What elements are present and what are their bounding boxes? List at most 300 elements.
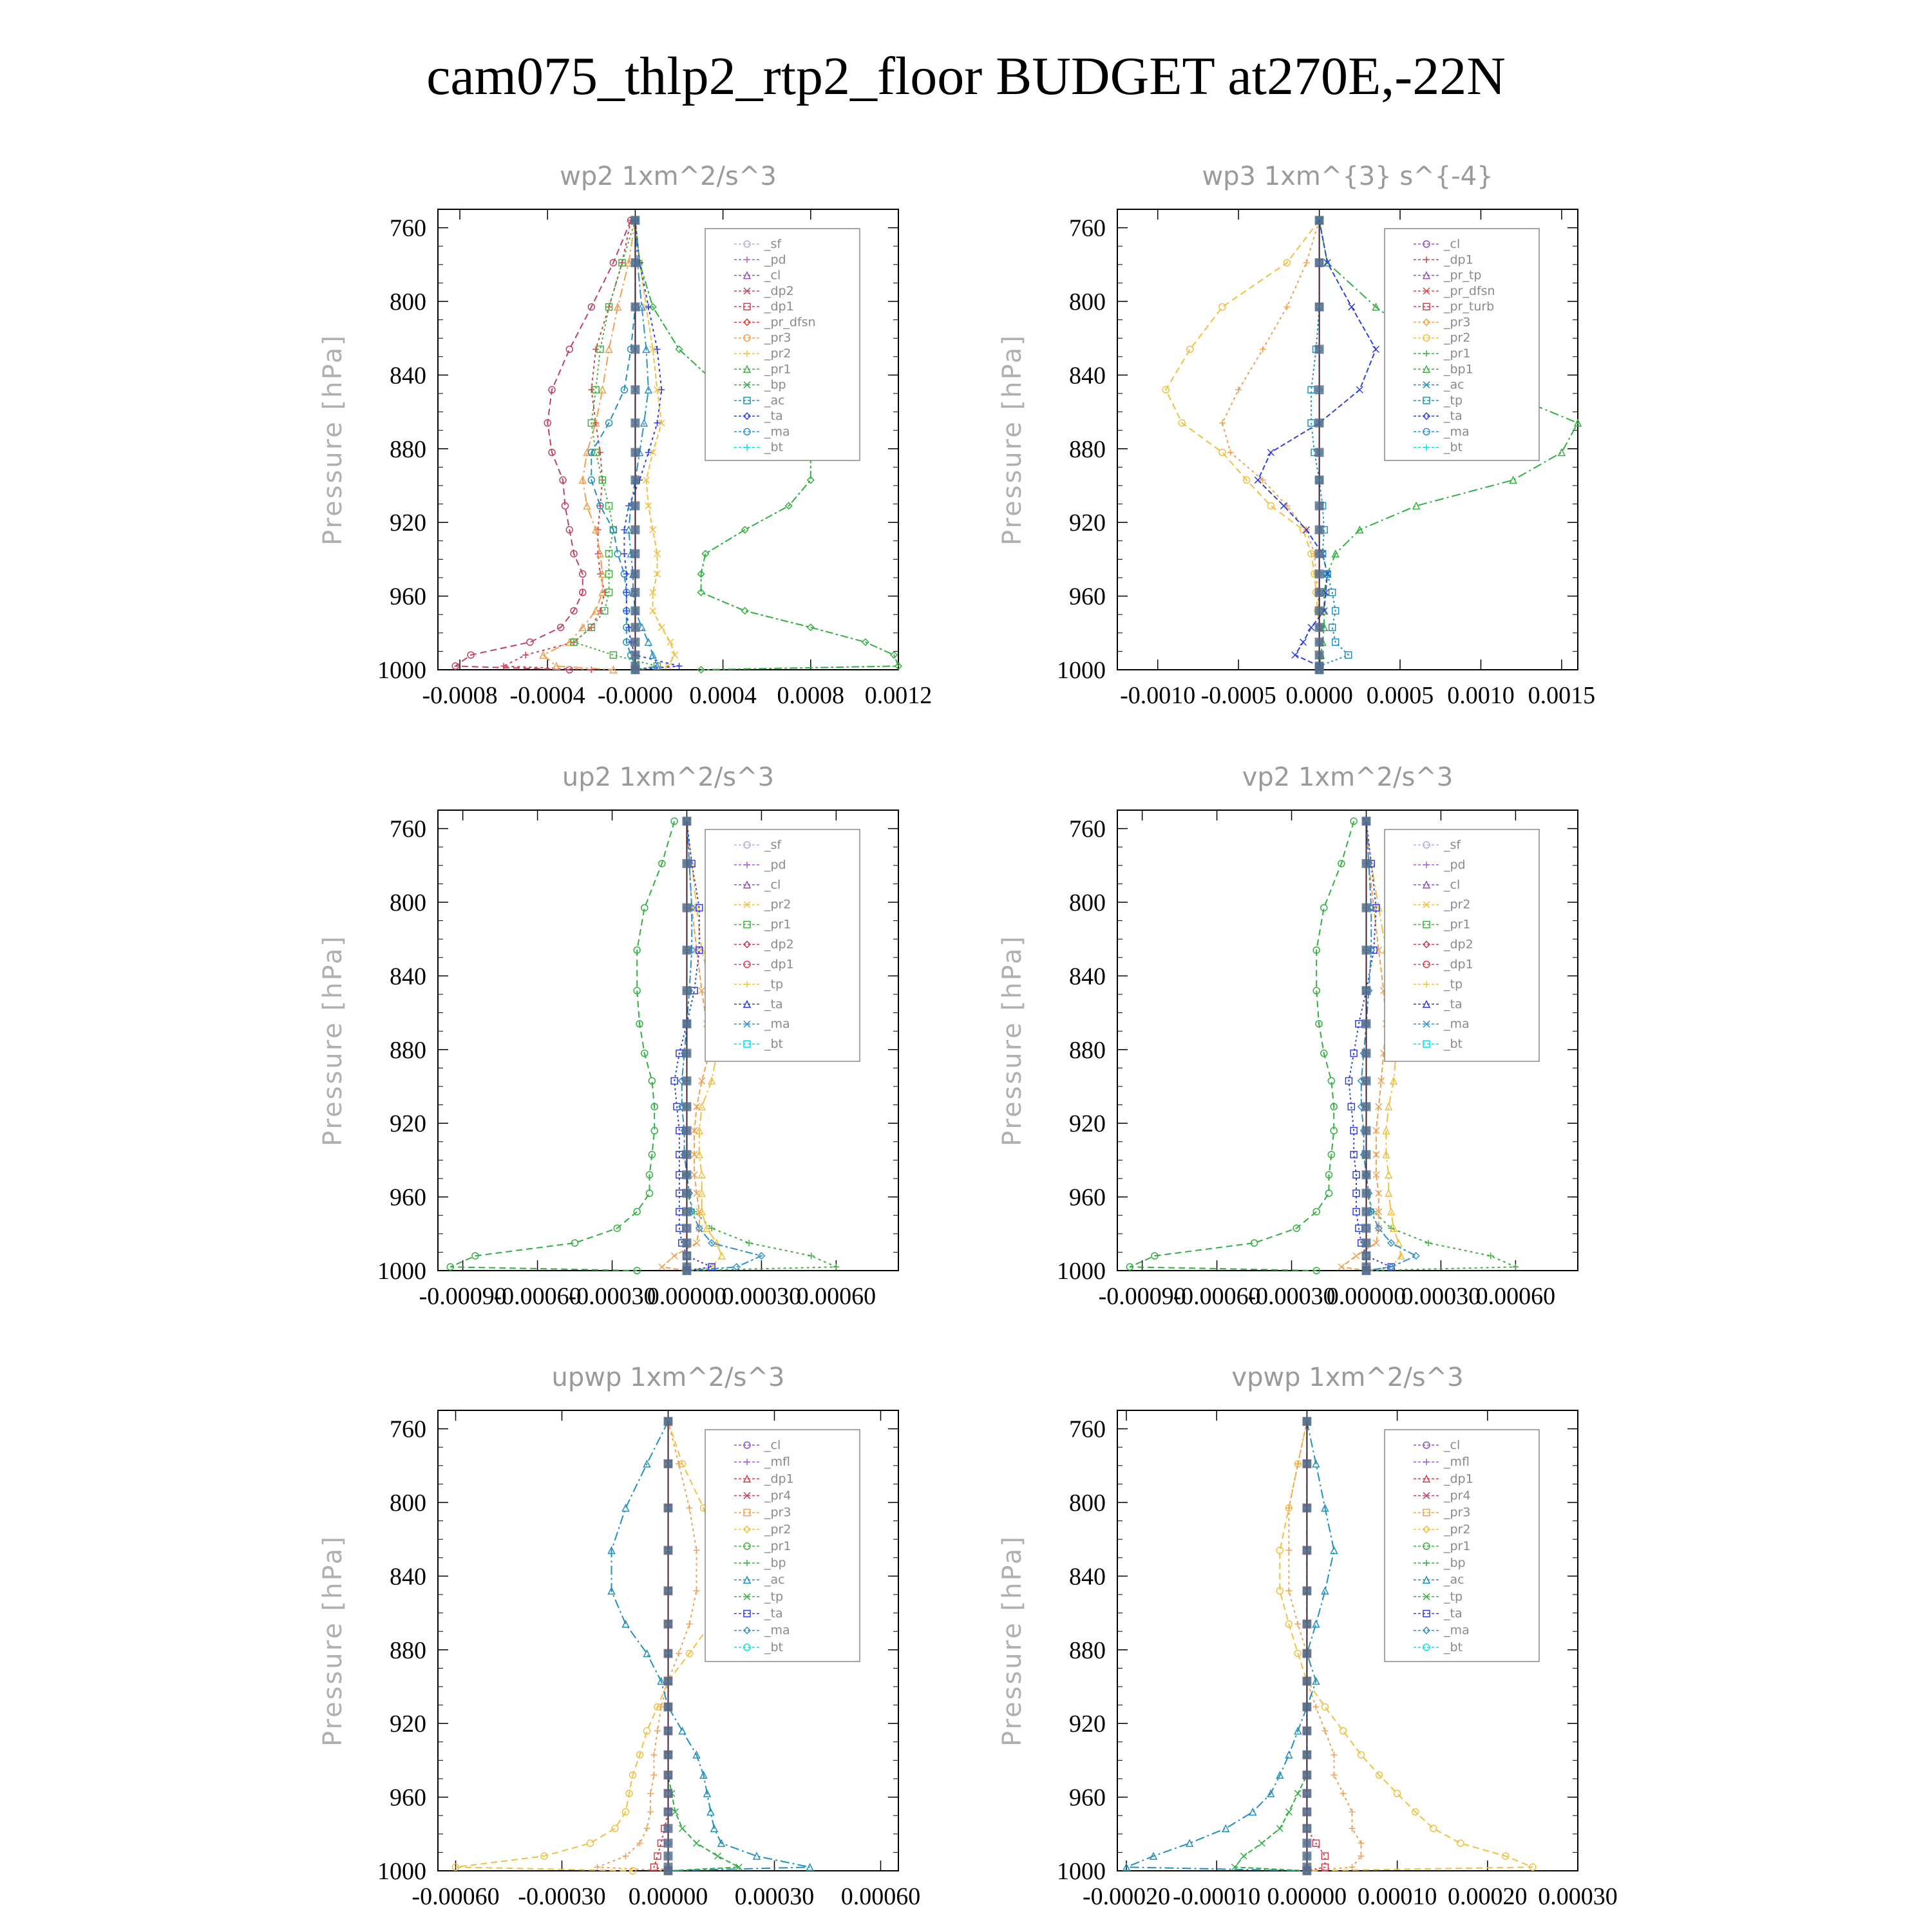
x-tick-label: -0.0010 xyxy=(1120,682,1196,709)
data-point xyxy=(597,450,603,456)
data-point xyxy=(1227,450,1234,456)
zero-term-marker xyxy=(1302,1586,1311,1595)
x-tick-label: 0.0008 xyxy=(777,682,845,709)
series-line xyxy=(635,220,674,670)
data-point xyxy=(1358,1840,1365,1846)
data-point xyxy=(647,1790,654,1797)
legend-entry: _pd xyxy=(764,252,786,267)
data-point xyxy=(1488,1253,1494,1259)
zero-term-marker xyxy=(664,1702,673,1711)
data-point xyxy=(1349,1808,1356,1815)
legend-entry: _pr3 xyxy=(764,1505,791,1520)
x-tick-label: -0.0000 xyxy=(597,682,674,709)
legend-entry: _ta xyxy=(1444,997,1463,1012)
zero-term-marker xyxy=(1302,1789,1311,1798)
legend-entry: _bt xyxy=(764,1640,784,1654)
y-tick-label: 840 xyxy=(1069,362,1106,390)
data-point xyxy=(1321,1703,1328,1710)
data-point xyxy=(676,1651,682,1657)
data-point xyxy=(647,1808,654,1815)
y-tick-label: 880 xyxy=(1069,1036,1106,1064)
zero-term-marker xyxy=(1315,501,1324,510)
zero-term-marker xyxy=(630,345,639,354)
x-tick-label: -0.00020 xyxy=(1082,1883,1171,1910)
series-line xyxy=(504,220,631,670)
zero-term-marker xyxy=(1361,1238,1370,1247)
zero-term-marker xyxy=(630,419,639,428)
legend-entry: _cl xyxy=(1444,877,1461,892)
x-tick-label: -0.00090 xyxy=(419,1283,507,1310)
x-tick-label: -0.00060 xyxy=(1173,1283,1261,1310)
zero-term-marker xyxy=(1315,638,1324,647)
data-point xyxy=(606,346,612,352)
series-line xyxy=(456,1421,722,1871)
y-tick-label: 840 xyxy=(390,362,426,390)
y-tick-label: 840 xyxy=(390,1563,426,1591)
panel-3 xyxy=(318,762,898,1310)
y-tick-label: 920 xyxy=(390,509,426,537)
series-line xyxy=(1126,1421,1334,1871)
legend-entry: _tp xyxy=(764,977,784,992)
zero-term-marker xyxy=(630,526,639,535)
zero-term-marker xyxy=(682,1207,691,1216)
x-tick-label: 0.00060 xyxy=(840,1883,921,1910)
legend-entry: _pd xyxy=(764,857,786,872)
data-point xyxy=(687,1621,693,1627)
y-tick-label: 1000 xyxy=(1057,1258,1106,1285)
y-axis-label: Pressure [hPa] xyxy=(998,934,1027,1146)
zero-term-marker xyxy=(682,1076,691,1085)
legend-entry: _tp xyxy=(1444,393,1463,408)
data-point xyxy=(1285,1587,1292,1594)
data-point xyxy=(746,1240,752,1246)
data-point xyxy=(654,1728,661,1734)
data-point xyxy=(1329,624,1336,630)
data-point xyxy=(1285,1752,1292,1758)
data-point xyxy=(610,652,616,658)
zero-term-marker xyxy=(1302,1727,1311,1736)
data-point xyxy=(1558,450,1565,456)
legend-entry: _dp1 xyxy=(764,299,794,314)
data-point xyxy=(1267,450,1274,456)
zero-term-marker xyxy=(630,650,639,659)
legend-entry: _pr4 xyxy=(1444,1488,1471,1503)
zero-term-marker xyxy=(1302,1866,1311,1875)
zero-term-marker xyxy=(664,1852,673,1861)
zero-term-marker xyxy=(664,1824,673,1833)
data-point xyxy=(671,1253,677,1259)
zero-term-marker xyxy=(1302,1852,1311,1861)
legend-entry: _ta xyxy=(764,997,783,1012)
legend-entry: _pr1 xyxy=(764,1539,791,1553)
series-line xyxy=(455,220,630,670)
zero-term-marker xyxy=(1361,986,1370,995)
legend-entry: _bt xyxy=(1444,440,1463,455)
x-tick-label: -0.00030 xyxy=(518,1883,606,1910)
figure-title: cam075_thlp2_rtp2_floor BUDGET at270E,-22N xyxy=(426,46,1506,106)
zero-term-marker xyxy=(1361,1076,1370,1085)
data-point xyxy=(659,1264,665,1270)
data-point xyxy=(1219,420,1226,426)
data-point xyxy=(679,1825,686,1832)
zero-term-marker xyxy=(1315,385,1324,394)
data-point xyxy=(1219,304,1226,310)
x-tick-label: 0.00060 xyxy=(796,1283,876,1310)
zero-term-marker xyxy=(664,1676,673,1685)
zero-term-marker xyxy=(1315,606,1324,615)
y-tick-label: 960 xyxy=(390,1784,426,1812)
legend-entry: _pr1 xyxy=(1444,346,1471,361)
y-tick-label: 760 xyxy=(390,214,426,242)
legend-entry: _dp2 xyxy=(764,937,794,952)
legend-entry: _ta xyxy=(764,1606,783,1621)
zero-term-marker xyxy=(682,945,691,954)
zero-term-marker xyxy=(630,665,639,674)
x-tick-label: 0.00030 xyxy=(1538,1883,1618,1910)
legend-entry: _tp xyxy=(1444,1589,1463,1604)
data-point xyxy=(651,1752,658,1758)
legend-entry: _ac xyxy=(764,1573,785,1587)
legend-entry: _pr2 xyxy=(764,897,791,912)
data-point xyxy=(1235,386,1242,393)
data-point xyxy=(658,624,665,630)
data-point xyxy=(1331,1752,1337,1758)
data-point xyxy=(1321,1728,1328,1734)
legend-entry: _tp xyxy=(1444,977,1463,992)
data-point xyxy=(694,1587,700,1594)
data-point xyxy=(1349,1825,1356,1832)
zero-term-marker xyxy=(1302,1504,1311,1513)
y-tick-label: 840 xyxy=(1069,1563,1106,1591)
panel-title: vpwp 1xm^2/s^3 xyxy=(1231,1363,1464,1392)
legend-entry: _pr2 xyxy=(1444,897,1471,912)
data-point xyxy=(719,1253,725,1259)
legend-entry: _bt xyxy=(1444,1640,1463,1654)
zero-term-marker xyxy=(1361,945,1370,954)
zero-term-marker xyxy=(664,1839,673,1848)
y-tick-label: 1000 xyxy=(1057,1858,1106,1885)
zero-term-marker xyxy=(682,1170,691,1179)
zero-term-marker xyxy=(1302,1824,1311,1833)
data-point xyxy=(1294,1790,1301,1797)
zero-term-marker xyxy=(1361,904,1370,913)
zero-term-marker xyxy=(1315,345,1324,354)
data-point xyxy=(1260,346,1266,352)
y-tick-label: 880 xyxy=(1069,1636,1106,1664)
y-axis-label: Pressure [hPa] xyxy=(318,1535,348,1747)
zero-term-marker xyxy=(1315,623,1324,632)
x-tick-label: 0.00030 xyxy=(721,1283,802,1310)
zero-term-marker xyxy=(1361,1150,1370,1159)
zero-term-marker xyxy=(664,1770,673,1779)
data-point xyxy=(1249,1808,1256,1815)
zero-term-marker xyxy=(664,1504,673,1513)
zero-term-marker xyxy=(630,588,639,597)
y-tick-label: 760 xyxy=(390,1416,426,1443)
panel-4 xyxy=(998,762,1578,1310)
zero-term-marker xyxy=(1302,1620,1311,1629)
legend-entry: _dp1 xyxy=(1444,957,1473,972)
zero-term-marker xyxy=(630,606,639,615)
data-point xyxy=(715,1853,721,1859)
legend-entry: _pr3 xyxy=(1444,1505,1471,1520)
data-point xyxy=(1240,1853,1247,1859)
data-point xyxy=(1425,1240,1432,1246)
zero-term-marker xyxy=(1361,1224,1370,1233)
data-point xyxy=(1413,1253,1419,1259)
zero-term-marker xyxy=(1315,258,1324,267)
x-tick-label: 0.0005 xyxy=(1366,682,1434,709)
data-point xyxy=(619,260,625,266)
data-point xyxy=(641,420,647,426)
data-point xyxy=(1326,1190,1332,1197)
zero-term-marker xyxy=(1315,419,1324,428)
zero-term-marker xyxy=(1315,216,1324,225)
x-tick-label: -0.00090 xyxy=(1098,1283,1186,1310)
zero-term-marker xyxy=(1361,1049,1370,1058)
y-tick-label: 960 xyxy=(390,1184,426,1211)
zero-term-marker xyxy=(1361,1189,1370,1198)
series-line xyxy=(543,220,635,670)
data-point xyxy=(1340,1790,1346,1797)
data-point xyxy=(694,1840,700,1846)
zero-term-marker xyxy=(1315,526,1324,535)
x-tick-label: 0.0015 xyxy=(1528,682,1596,709)
data-point xyxy=(1267,502,1274,509)
zero-term-marker xyxy=(682,1238,691,1247)
y-tick-label: 920 xyxy=(1069,509,1106,537)
data-point xyxy=(1340,1728,1346,1734)
x-tick-label: 0.0010 xyxy=(1447,682,1515,709)
x-tick-label: 0.0000 xyxy=(1285,682,1353,709)
data-point xyxy=(1385,1171,1392,1178)
panel-1 xyxy=(318,162,932,709)
y-tick-label: 800 xyxy=(390,1490,426,1517)
x-tick-label: -0.0004 xyxy=(509,682,585,709)
series-line xyxy=(1289,1421,1361,1871)
zero-term-marker xyxy=(630,385,639,394)
y-tick-label: 760 xyxy=(1069,1416,1106,1443)
y-tick-label: 920 xyxy=(390,1110,426,1138)
y-tick-label: 800 xyxy=(1069,1490,1106,1517)
series-line xyxy=(574,220,657,670)
x-tick-label: 0.00000 xyxy=(647,1283,727,1310)
y-tick-label: 760 xyxy=(390,815,426,843)
zero-term-marker xyxy=(664,1727,673,1736)
data-point xyxy=(808,1253,815,1259)
data-point xyxy=(672,652,678,658)
zero-term-marker xyxy=(630,303,639,312)
y-tick-label: 1000 xyxy=(377,1858,426,1885)
zero-term-marker xyxy=(1361,1266,1370,1275)
legend-entry: _ma xyxy=(764,1623,790,1638)
y-axis-label: Pressure [hPa] xyxy=(998,334,1027,545)
x-tick-label: -0.0008 xyxy=(422,682,498,709)
zero-term-marker xyxy=(664,1620,673,1629)
legend-entry: _ma xyxy=(1444,1623,1470,1638)
data-point xyxy=(694,1240,700,1246)
y-tick-label: 760 xyxy=(1069,214,1106,242)
data-point xyxy=(1219,450,1226,456)
zero-term-marker xyxy=(1361,1251,1370,1260)
zero-term-marker xyxy=(1302,1676,1311,1685)
data-point xyxy=(694,1547,700,1553)
legend-entry: _pr2 xyxy=(764,346,791,361)
data-point xyxy=(1358,1752,1365,1758)
legend-entry: _bp xyxy=(764,377,786,392)
zero-term-marker xyxy=(630,475,639,484)
panel-title: upwp 1xm^2/s^3 xyxy=(551,1363,785,1392)
data-point xyxy=(650,607,656,614)
x-tick-label: -0.00030 xyxy=(568,1283,656,1310)
series-line xyxy=(450,821,674,1271)
data-point xyxy=(1349,1864,1356,1870)
data-point xyxy=(612,1825,618,1832)
y-axis-label: Pressure [hPa] xyxy=(318,934,348,1146)
legend-entry: _bp1 xyxy=(1444,362,1473,377)
data-point xyxy=(647,1190,653,1197)
zero-term-marker xyxy=(664,1750,673,1759)
series-line xyxy=(591,220,635,670)
data-point xyxy=(1331,1772,1337,1778)
x-tick-label: -0.00030 xyxy=(1247,1283,1336,1310)
data-point xyxy=(1186,1840,1193,1846)
zero-term-marker xyxy=(664,1586,673,1595)
legend-entry: _cl xyxy=(1444,1438,1461,1452)
y-tick-label: 1000 xyxy=(1057,657,1106,684)
zero-term-marker xyxy=(1315,303,1324,312)
legend-entry: _tp xyxy=(764,1589,784,1604)
zero-term-marker xyxy=(682,1224,691,1233)
y-tick-label: 880 xyxy=(390,435,426,463)
data-point xyxy=(708,1808,714,1815)
data-point xyxy=(1430,1825,1437,1832)
data-point xyxy=(645,639,652,645)
y-tick-label: 960 xyxy=(1069,1184,1106,1211)
zero-term-marker xyxy=(630,623,639,632)
legend-entry: _ac xyxy=(1444,377,1464,392)
zero-term-marker xyxy=(630,258,639,267)
y-tick-label: 1000 xyxy=(377,657,426,684)
series-line xyxy=(598,1421,697,1871)
zero-term-marker xyxy=(630,216,639,225)
data-point xyxy=(587,1840,594,1846)
y-tick-label: 960 xyxy=(1069,583,1106,611)
x-tick-label: 0.0012 xyxy=(864,682,933,709)
legend-entry: _pr1 xyxy=(1444,917,1471,932)
panel-title: up2 1xm^2/s^3 xyxy=(562,762,775,792)
zero-term-marker xyxy=(1361,1019,1370,1028)
zero-term-marker xyxy=(682,1126,691,1135)
panel-2 xyxy=(998,162,1595,709)
y-tick-label: 1000 xyxy=(377,1258,426,1285)
data-point xyxy=(1331,1547,1337,1553)
y-tick-label: 920 xyxy=(1069,1110,1106,1138)
legend-entry: _pr3 xyxy=(764,330,791,345)
legend-entry: _pr2 xyxy=(1444,330,1471,345)
x-tick-label: -0.00010 xyxy=(1173,1883,1261,1910)
legend-entry: _bt xyxy=(1444,1037,1463,1052)
zero-term-marker xyxy=(1361,817,1370,826)
legend-entry: _ta xyxy=(764,409,783,424)
legend-entry: _pr_turb xyxy=(1444,299,1495,314)
x-tick-label: 0.00010 xyxy=(1357,1883,1437,1910)
legend-entry: _sf xyxy=(1444,838,1461,852)
zero-term-marker xyxy=(630,569,639,578)
data-point xyxy=(667,639,674,645)
y-tick-label: 760 xyxy=(1069,815,1106,843)
x-tick-label: 0.00030 xyxy=(734,1883,815,1910)
x-tick-label: -0.00060 xyxy=(412,1883,500,1910)
panel-title: vp2 1xm^2/s^3 xyxy=(1242,762,1454,792)
series-line xyxy=(1166,220,1319,670)
zero-term-marker xyxy=(1302,1750,1311,1759)
zero-term-marker xyxy=(664,1459,673,1468)
series-line xyxy=(1222,220,1320,670)
data-point xyxy=(833,1264,839,1270)
y-tick-label: 800 xyxy=(1069,889,1106,916)
data-point xyxy=(644,1728,650,1734)
legend-entry: _pr1 xyxy=(764,917,791,932)
zero-term-marker xyxy=(1315,588,1324,597)
data-point xyxy=(1285,1808,1292,1815)
legend-entry: _dp1 xyxy=(1444,252,1473,267)
data-point xyxy=(522,652,529,658)
legend-entry: _cl xyxy=(764,877,781,892)
zero-term-marker xyxy=(682,1251,691,1260)
data-point xyxy=(1300,639,1307,645)
data-point xyxy=(1294,1621,1301,1627)
data-point xyxy=(651,1772,658,1778)
legend-entry: _dp1 xyxy=(764,1472,794,1486)
legend-entry: _dp2 xyxy=(1444,937,1473,952)
x-tick-label: 0.00000 xyxy=(1326,1283,1406,1310)
zero-term-marker xyxy=(1315,650,1324,659)
data-point xyxy=(588,386,594,393)
zero-term-marker xyxy=(682,986,691,995)
zero-term-marker xyxy=(1315,549,1324,558)
x-tick-label: 0.00000 xyxy=(628,1883,708,1910)
legend-entry: _cl xyxy=(764,268,781,283)
x-tick-label: 0.0004 xyxy=(689,682,757,709)
data-point xyxy=(1308,624,1314,630)
y-tick-label: 880 xyxy=(390,1636,426,1664)
y-tick-label: 800 xyxy=(1069,289,1106,316)
zero-term-marker xyxy=(664,1789,673,1798)
legend-entry: _ma xyxy=(1444,1017,1470,1032)
legend-entry: _ac xyxy=(1444,1573,1464,1587)
data-point xyxy=(679,1728,686,1734)
data-point xyxy=(1285,1547,1292,1553)
zero-term-marker xyxy=(1302,1839,1311,1848)
series-line xyxy=(1130,821,1354,1271)
zero-term-marker xyxy=(1302,1807,1311,1816)
legend-entry: _pr4 xyxy=(764,1488,791,1503)
series-line xyxy=(1341,821,1387,1271)
legend-entry: _pr2 xyxy=(764,1522,791,1537)
zero-term-marker xyxy=(664,1866,673,1875)
zero-term-marker xyxy=(1361,1126,1370,1135)
zero-term-marker xyxy=(682,1102,691,1111)
legend-entry: _sf xyxy=(764,237,782,251)
legend-entry: _ma xyxy=(1444,424,1470,439)
zero-term-marker xyxy=(1315,448,1324,457)
data-point xyxy=(594,1864,601,1870)
zero-term-marker xyxy=(1302,1417,1311,1426)
legend-entry: _dp1 xyxy=(764,957,794,972)
panel-5 xyxy=(318,1363,920,1910)
data-point xyxy=(1512,1264,1519,1270)
